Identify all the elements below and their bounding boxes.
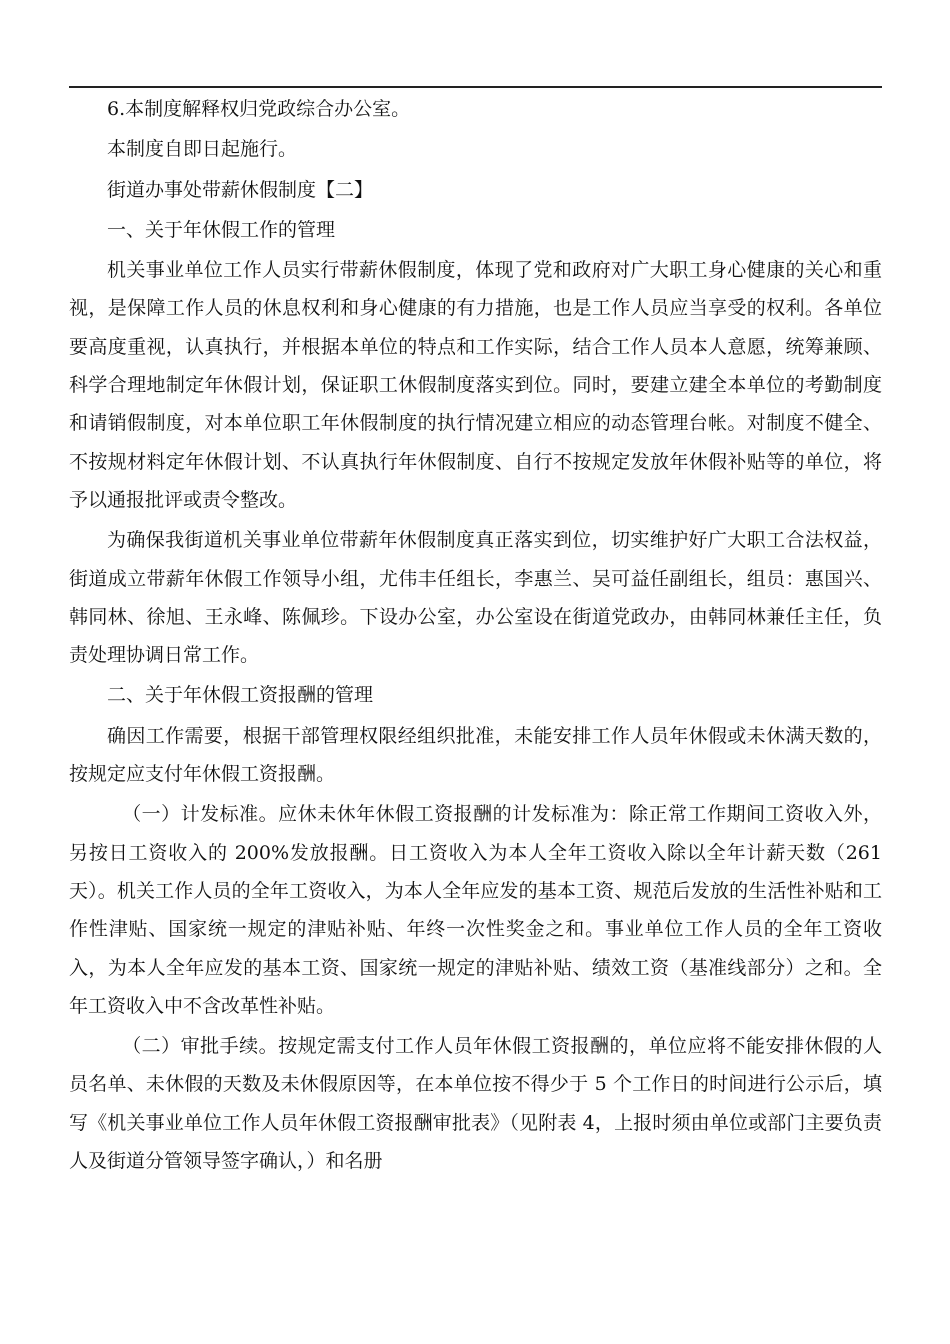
section-1-heading: 一、关于年休假工作的管理 [107, 218, 336, 241]
approval-procedure-paragraph: （二）审批手续。按规定需支付工作人员年休假工资报酬的，单位应将不能安排休假的人员名单、未休假的天数及未休假原因等，在本单位按不得少于 5 个工作日的时间进行公示后，填写《机关事业单位工作人员年休假工资报酬审批表》（见附表 4，上报时须由单位或部门主要负责人及街道分管领导签字确认，）和名册 [69, 1035, 882, 1173]
document-title: 街道办事处带薪休假制度【二】 [107, 178, 374, 201]
section-2-intro-paragraph: 确因工作需要，根据干部管理权限经组织批准，未能安排工作人员年休假或未休满天数的，按规定应支付年休假工资报酬。 [69, 724, 882, 786]
effective-date-paragraph: 本制度自即日起施行。 [107, 138, 298, 161]
section-2-heading: 二、关于年休假工资报酬的管理 [107, 684, 374, 707]
clause-6-paragraph: 6.本制度解释权归党政综合办公室。 [107, 98, 411, 120]
section-1-paragraph-2: 为确保我街道机关事业单位带薪年休假制度真正落实到位，切实维护好广大职工合法权益，街道成立带薪年休假工作领导小组，尤伟丰任组长，李惠兰、吴可益任副组长，组员：惠国兴、韩同林、徐旭、王永峰、陈佩珍。下设办公室，办公室设在街道党政办，由韩同林兼任主任，负责处理协调日常工作。 [69, 529, 882, 667]
calculation-standard-paragraph: （一）计发标准。应休未休年休假工资报酬的计发标准为：除正常工作期间工资收入外，另按日工资收入的 200%发放报酬。日工资收入为本人全年工资收入除以全年计薪天数（261 天）。机关工作人员的全年工资收入，为本人全年应发的基本工资、规范后发放的生活性补贴和工作性津贴、国家统一规定的津贴补贴、年终一次性奖金之和。事业单位工作人员的全年工资收入，为本人全年应发的基本工资、国家统一规定的津贴补贴、绩效工资（基准线部分）之和。全年工资收入中不含改革性补贴。 [69, 803, 882, 1017]
header-rule [69, 86, 882, 88]
section-1-paragraph-1: 机关事业单位工作人员实行带薪休假制度，体现了党和政府对广大职工身心健康的关心和重视，是保障工作人员的休息权利和身心健康的有力措施，也是工作人员应当享受的权利。各单位要高度重视，认真执行，并根据本单位的特点和工作实际，结合工作人员本人意愿，统筹兼顾、科学合理地制定年休假计划，保证职工休假制度落实到位。同时，要建立建全本单位的考勤制度和请销假制度，对本单位职工年休假制度的执行情况建立相应的动态管理台帐。对制度不健全、不按规材料定年休假计划、不认真执行年休假制度、自行不按规定发放年休假补贴等的单位，将予以通报批评或责令整改。 [69, 259, 882, 511]
document-body [69, 90, 882, 1180]
